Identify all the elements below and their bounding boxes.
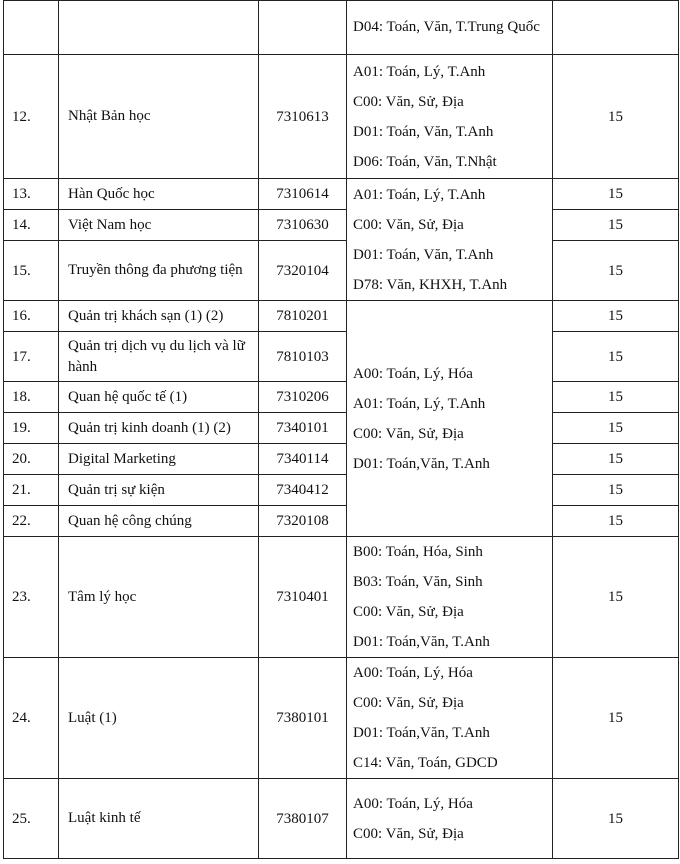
major-code: 7380101 bbox=[259, 658, 347, 779]
row-number: 25. bbox=[4, 779, 59, 859]
major-name: Quản trị khách sạn (1) (2) bbox=[59, 301, 259, 332]
major-name: Quản trị sự kiện bbox=[59, 475, 259, 506]
major-code: 7310614 bbox=[259, 179, 347, 210]
score: 15 bbox=[553, 506, 679, 537]
combination-text: B00: Toán, Hóa, Sinh bbox=[353, 544, 483, 560]
combination-cell bbox=[347, 658, 553, 779]
row-number: 14. bbox=[4, 210, 59, 241]
score: 15 bbox=[553, 179, 679, 210]
score: 15 bbox=[553, 301, 679, 332]
combination-text: A00: Toán, Lý, Hóa bbox=[353, 365, 473, 382]
score: 15 bbox=[553, 210, 679, 241]
combination-text: D04: Toán, Văn, T.Trung Quốc bbox=[353, 19, 540, 35]
table-row bbox=[4, 444, 679, 475]
table-row bbox=[4, 301, 679, 332]
combination-text: D01: Toán, Văn, T.Anh bbox=[353, 246, 494, 263]
row-number bbox=[4, 1, 59, 55]
major-code: 7810103 bbox=[259, 332, 347, 382]
major-code: 7310401 bbox=[259, 537, 347, 658]
table-row bbox=[4, 537, 679, 658]
combination-text: C00: Văn, Sử, Địa bbox=[353, 604, 464, 620]
score: 15 bbox=[553, 444, 679, 475]
combination-cell bbox=[347, 179, 553, 301]
score: 15 bbox=[553, 537, 679, 658]
combination-text: C00: Văn, Sử, Địa bbox=[353, 425, 464, 442]
combination-cell bbox=[347, 779, 553, 859]
major-name: Việt Nam học bbox=[59, 210, 259, 241]
table-row bbox=[4, 241, 679, 301]
major-name: Quản trị dịch vụ du lịch và lữ hành bbox=[59, 332, 259, 382]
combination-text: A00: Toán, Lý, Hóa bbox=[353, 665, 473, 681]
score: 15 bbox=[553, 241, 679, 301]
table-row bbox=[4, 179, 679, 210]
major-name bbox=[59, 1, 259, 55]
row-number: 17. bbox=[4, 332, 59, 382]
major-code: 7810201 bbox=[259, 301, 347, 332]
major-code: 7340412 bbox=[259, 475, 347, 506]
table-row bbox=[4, 1, 679, 55]
score: 15 bbox=[553, 332, 679, 382]
major-code: 7340114 bbox=[259, 444, 347, 475]
score: 15 bbox=[553, 55, 679, 179]
combination-cell bbox=[347, 55, 553, 179]
score: 15 bbox=[553, 382, 679, 413]
major-code: 7320108 bbox=[259, 506, 347, 537]
major-code: 7310613 bbox=[259, 55, 347, 179]
row-number: 20. bbox=[4, 444, 59, 475]
combination-text: C00: Văn, Sử, Địa bbox=[353, 93, 464, 110]
score: 15 bbox=[553, 779, 679, 859]
combination-cell bbox=[347, 537, 553, 658]
table-row bbox=[4, 658, 679, 779]
combination-text: C00: Văn, Sử, Địa bbox=[353, 695, 464, 711]
row-number: 16. bbox=[4, 301, 59, 332]
combination-text: B03: Toán, Văn, Sinh bbox=[353, 574, 483, 590]
major-name: Quan hệ công chúng bbox=[59, 506, 259, 537]
major-name: Digital Marketing bbox=[59, 444, 259, 475]
score: 15 bbox=[553, 413, 679, 444]
row-number: 19. bbox=[4, 413, 59, 444]
table-row bbox=[4, 475, 679, 506]
score: 15 bbox=[553, 475, 679, 506]
table-row bbox=[4, 382, 679, 413]
major-name: Quan hệ quốc tế (1) bbox=[59, 382, 259, 413]
major-code: 7310630 bbox=[259, 210, 347, 241]
score bbox=[553, 1, 679, 55]
combination-text: D01: Toán,Văn, T.Anh bbox=[353, 634, 490, 650]
major-name: Luật (1) bbox=[59, 658, 259, 779]
major-name: Quản trị kinh doanh (1) (2) bbox=[59, 413, 259, 444]
row-number: 22. bbox=[4, 506, 59, 537]
table-row bbox=[4, 55, 679, 179]
combination-text: D01: Toán,Văn, T.Anh bbox=[353, 725, 490, 741]
table-row bbox=[4, 506, 679, 537]
major-code: 7320104 bbox=[259, 241, 347, 301]
major-name: Luật kinh tế bbox=[59, 779, 259, 859]
combination-text: A01: Toán, Lý, T.Anh bbox=[353, 186, 486, 203]
combination-text: C00: Văn, Sử, Địa bbox=[353, 825, 464, 842]
combination-cell bbox=[347, 301, 553, 537]
major-name: Hàn Quốc học bbox=[59, 179, 259, 210]
combination-text: D78: Văn, KHXH, T.Anh bbox=[353, 276, 508, 293]
major-name: Truyền thông đa phương tiện bbox=[59, 241, 259, 301]
row-number: 21. bbox=[4, 475, 59, 506]
combination-text: A01: Toán, Lý, T.Anh bbox=[353, 395, 486, 412]
combination-text: C14: Văn, Toán, GDCD bbox=[353, 755, 498, 771]
row-number: 15. bbox=[4, 241, 59, 301]
row-number: 23. bbox=[4, 537, 59, 658]
major-name: Tâm lý học bbox=[59, 537, 259, 658]
combination-text: D01: Toán, Văn, T.Anh bbox=[353, 123, 494, 140]
admission-table bbox=[3, 0, 679, 859]
combination-text: A01: Toán, Lý, T.Anh bbox=[353, 63, 486, 80]
combination-text: D01: Toán,Văn, T.Anh bbox=[353, 455, 490, 472]
row-number: 12. bbox=[4, 55, 59, 179]
major-name: Nhật Bản học bbox=[59, 55, 259, 179]
table-row bbox=[4, 332, 679, 382]
major-code: 7380107 bbox=[259, 779, 347, 859]
row-number: 18. bbox=[4, 382, 59, 413]
combination-text: A00: Toán, Lý, Hóa bbox=[353, 795, 473, 812]
major-code: 7310206 bbox=[259, 382, 347, 413]
row-number: 24. bbox=[4, 658, 59, 779]
combination-text: C00: Văn, Sử, Địa bbox=[353, 216, 464, 233]
major-code bbox=[259, 1, 347, 55]
combination-cell bbox=[347, 1, 553, 55]
row-number: 13. bbox=[4, 179, 59, 210]
table-row bbox=[4, 210, 679, 241]
combination-text: D06: Toán, Văn, T.Nhật bbox=[353, 153, 497, 170]
table-row bbox=[4, 413, 679, 444]
table-row bbox=[4, 779, 679, 859]
major-code: 7340101 bbox=[259, 413, 347, 444]
score: 15 bbox=[553, 658, 679, 779]
